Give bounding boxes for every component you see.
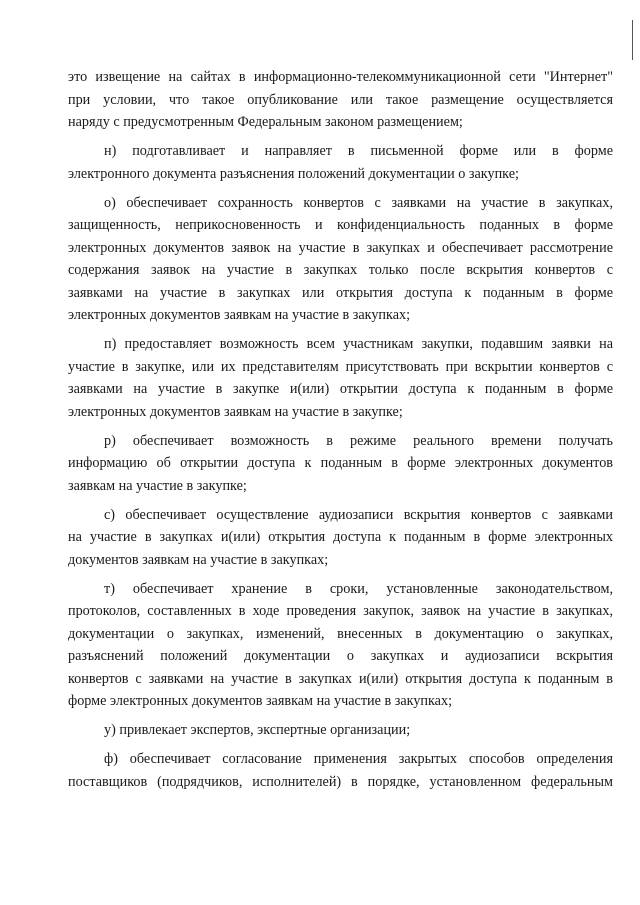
text-line: при условии, что такое опубликование или такое размещение осуществляется: [68, 91, 613, 108]
text-line: у) привлекает экспертов, экспертные организации;: [104, 722, 411, 738]
text-line: документации о закупках, изменений, внесенных в документацию о закупках,: [68, 625, 613, 642]
text-line: содержания заявок на участие в закупках только после вскрытия конвертов с: [68, 262, 613, 278]
scan-edge-line: [632, 20, 633, 60]
text-line: на участие в закупках и(или) открытия доступа к поданным в форме электронных: [68, 529, 613, 545]
text-line: электронных документов заявкам на участие в закупках;: [68, 307, 411, 323]
text-line: наряду с предусмотренным Федеральным законом размещением;: [68, 114, 463, 130]
text-line: защищенность, неприкосновенность и конфиденциальность поданных в форме: [68, 217, 613, 233]
text-line: с) обеспечивает осуществление аудиозаписи вскрытия конвертов с заявками: [104, 506, 613, 523]
text-line: разъяснений положений документации о закупках и аудиозаписи вскрытия: [68, 648, 613, 664]
text-line: электронного документа разъяснения положений документации о закупке;: [68, 165, 519, 182]
paragraph: [68, 504, 613, 572]
text-line: ф) обеспечивает согласование применения закрытых способов определения: [104, 751, 613, 767]
text-line: заявками на участие в закупках или открытия доступа к поданным в форме: [68, 284, 613, 301]
paragraph: [68, 140, 613, 185]
text-line: поставщиков (подрядчиков, исполнителей) в порядке, установленном федеральным: [68, 773, 613, 790]
text-line: т) обеспечивает хранение в сроки, установленные законодательством,: [104, 580, 613, 597]
text-line: это извещение на сайтах в информационно-телекоммуникационной сети "Интернет": [68, 69, 613, 85]
text-line: заявками на участие в закупке и(или) открытии доступа к поданным в форме: [68, 381, 613, 397]
paragraph: [68, 578, 613, 713]
text-line: п) предоставляет возможность всем участникам закупки, подавшим заявки на: [104, 336, 613, 352]
text-line: электронных документов заявок на участие в закупках и обеспечивает рассмотрение: [68, 239, 613, 256]
text-line: конвертов с заявками на участие в закупках и(или) открытия доступа к поданным в: [68, 670, 613, 687]
paragraph: [68, 192, 613, 327]
text-line: информацию об открытии доступа к поданным в форме электронных документов: [68, 455, 613, 471]
text-line: электронных документов заявкам на участие в закупке;: [68, 403, 403, 420]
text-line: н) подготавливает и направляет в письменной форме или в форме: [104, 143, 613, 159]
paragraph: [68, 66, 613, 134]
document-body: [68, 66, 613, 793]
paragraph: [68, 719, 613, 742]
text-line: участие в закупке, или их представителям присутствовать при вскрытии конвертов с: [68, 358, 613, 375]
paragraph: [68, 748, 613, 793]
text-line: р) обеспечивает возможность в режиме реального времени получать: [104, 432, 613, 449]
paragraph: [68, 430, 613, 498]
text-line: документов заявкам на участие в закупках;: [68, 551, 329, 568]
text-line: форме электронных документов заявкам на участие в закупках;: [68, 693, 453, 709]
text-line: о) обеспечивает сохранность конвертов с заявками на участие в закупках,: [104, 194, 613, 211]
text-line: заявкам на участие в закупке;: [68, 477, 247, 494]
paragraph: [68, 333, 613, 423]
text-line: протоколов, составленных в ходе проведения закупок, заявок на участие в закупках,: [68, 603, 613, 619]
